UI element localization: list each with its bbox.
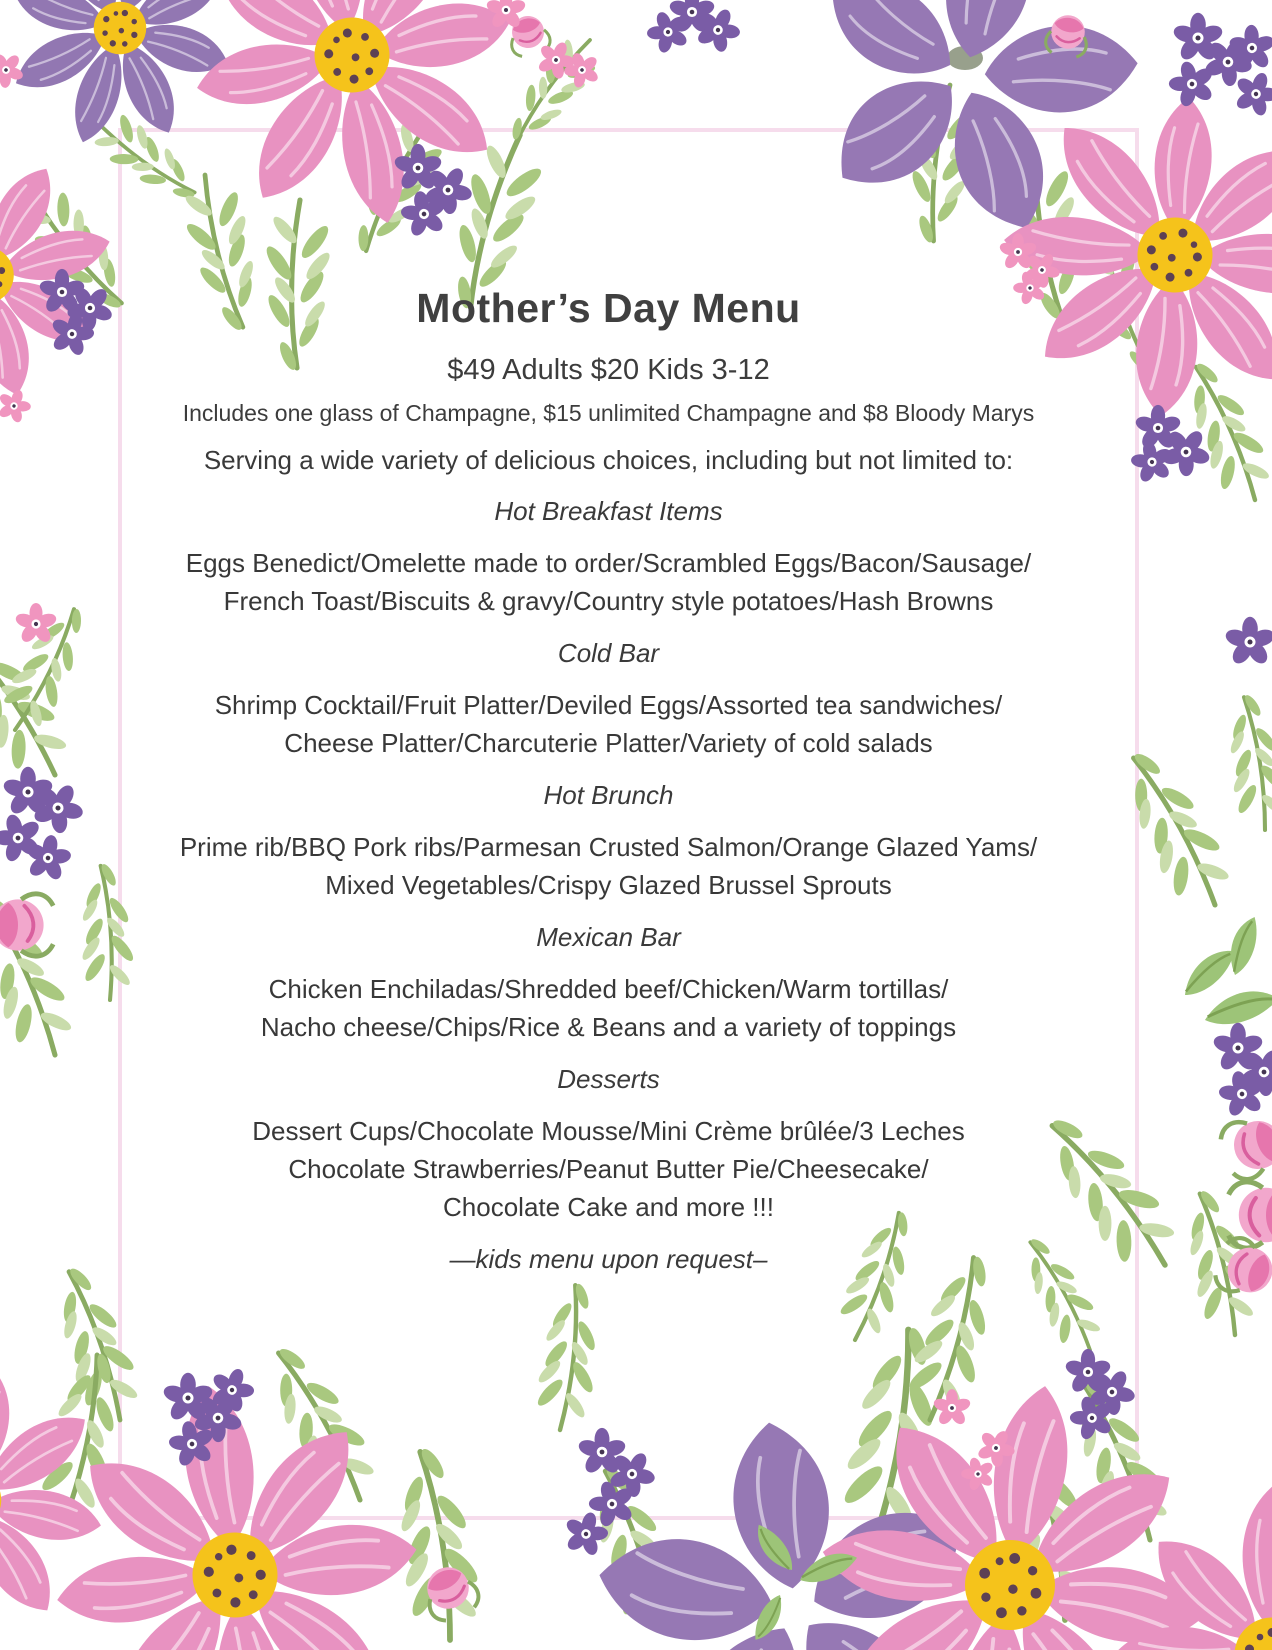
section-mexican-bar xyxy=(100,918,1117,1046)
menu-line: Shrimp Cocktail/Fruit Platter/Deviled Eggs/Assorted tea sandwiches/ xyxy=(214,690,1003,720)
section-heading: Mexican Bar xyxy=(536,922,681,952)
menu-line: Chocolate Strawberries/Peanut Butter Pie/Cheesecake/ xyxy=(288,1154,929,1184)
menu-line: Dessert Cups/Chocolate Mousse/Mini Crème brûlée/3 Leches xyxy=(252,1116,965,1146)
beverages-included-line: Includes one glass of Champagne, $15 unlimited Champagne and $8 Bloody Marys xyxy=(182,400,1035,426)
menu-line: Prime rib/BBQ Pork ribs/Parmesan Crusted Salmon/Orange Glazed Yams/ xyxy=(179,832,1038,862)
page-title: Mother’s Day Menu xyxy=(416,285,801,331)
menu-line: Nacho cheese/Chips/Rice & Beans and a variety of toppings xyxy=(260,1012,957,1042)
section-desserts xyxy=(100,1060,1117,1226)
section-heading: Hot Brunch xyxy=(543,780,674,810)
section-hot-breakfast-items xyxy=(100,492,1117,620)
section-heading: Cold Bar xyxy=(557,638,660,668)
menu-line: Cheese Platter/Charcuterie Platter/Variety of cold salads xyxy=(284,728,933,758)
menu-line: Chocolate Cake and more !!! xyxy=(443,1192,774,1222)
menu-line: Eggs Benedict/Omelette made to order/Scrambled Eggs/Bacon/Sausage/ xyxy=(185,548,1032,578)
section-cold-bar xyxy=(100,634,1117,762)
section-heading: Hot Breakfast Items xyxy=(494,496,723,526)
menu-content xyxy=(100,278,1117,1278)
intro-line: Serving a wide variety of delicious choices, including but not limited to: xyxy=(203,445,1014,475)
kids-menu-note: —kids menu upon request– xyxy=(449,1244,768,1274)
menu-line: Mixed Vegetables/Crispy Glazed Brussel Sprouts xyxy=(325,870,892,900)
menu-line: Chicken Enchiladas/Shredded beef/Chicken/Warm tortillas/ xyxy=(268,974,949,1004)
pricing-line: $49 Adults $20 Kids 3-12 xyxy=(447,354,770,386)
section-hot-brunch xyxy=(100,776,1117,904)
section-heading: Desserts xyxy=(557,1064,660,1094)
menu-line: French Toast/Biscuits & gravy/Country style potatoes/Hash Browns xyxy=(223,586,994,616)
